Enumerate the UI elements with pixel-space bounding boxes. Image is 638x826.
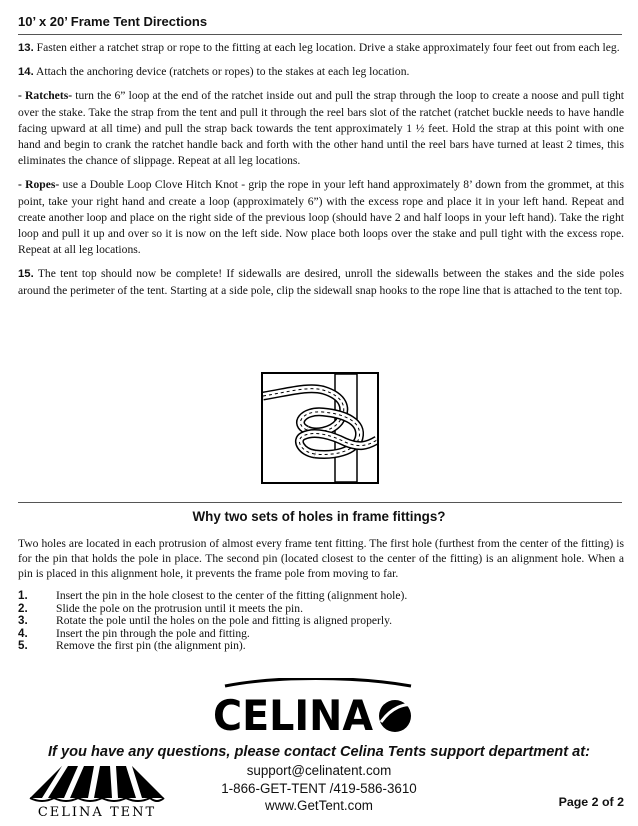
step-text: Insert the pin in the hole closest to the center of the fitting (alignment hole). xyxy=(56,589,408,602)
step-number: 2. xyxy=(18,601,28,615)
ratchets-label: - Ratchets- xyxy=(18,89,73,103)
step-13 xyxy=(18,40,624,56)
step-15-number: 15. xyxy=(18,268,34,281)
ropes-text: use a Double Loop Clove Hitch Knot - grip the rope in your left hand approximately 8’ down from the grommet, at this point, take your right hand and create a loop (approximately 6”) with the excess rope and place it in your left hand. Repeat and create another loop and place on the right side of the previous loop (should have 2 and half loops in your left hand). Take the right loop and pull it up and over so it is now on the left side. Now place both loops over the stake and pull tight with the excess rope. Repeat at all leg locations. xyxy=(18,178,624,257)
ratchets-text: turn the 6” loop at the end of the ratchet inside out and pull the strap through the loop to create a noose and pull tight over the stake. Take the strap from the tent and pull it through the reel bars slot of the ratchet (ratchet buckle needs to have handle facing upward at all time) and pull the strap back towards the tent approximately 1 ½ feet. Hold the strap at this point with one hand and begin to crank the ratchet handle back and forth with the other hand until the reel bars have turned at least 2 times, this eliminates the chance of slippage. Repeat at all leg locations. xyxy=(18,89,625,168)
step-14 xyxy=(18,64,624,80)
step-number: 4. xyxy=(18,626,28,640)
step-text: Remove the first pin (the alignment pin). xyxy=(56,639,246,653)
tent-logo-text: CELINA TENT xyxy=(37,805,157,820)
holes-steps-list xyxy=(18,590,618,653)
step-number: 5. xyxy=(18,639,28,653)
list-item xyxy=(18,615,618,628)
title-divider xyxy=(18,34,622,35)
ropes-paragraph xyxy=(18,177,624,258)
website-link[interactable]: www.GetTent.com xyxy=(265,798,373,813)
step-text: Slide the pole on the protrusion until it meets the pin. xyxy=(56,601,303,615)
support-phone: 1-866-GET-TENT /419-586-3610 xyxy=(221,780,417,796)
list-item xyxy=(18,640,618,653)
support-question: If you have any questions, please contact Celina Tents support department at: xyxy=(48,744,590,760)
list-item xyxy=(18,590,618,603)
step-number: 1. xyxy=(18,589,28,602)
step-14-text: Attach the anchoring device (ratchets or ropes) to the stakes at each leg location. xyxy=(33,65,410,79)
ropes-label: - Ropes- xyxy=(18,178,60,192)
step-13-text: Fasten either a ratchet strap or rope to the fitting at each leg location. Drive a stake approximately four feet out from each leg. xyxy=(33,41,620,54)
step-13-number: 13. xyxy=(18,42,34,54)
step-14-number: 14. xyxy=(18,66,34,79)
step-15 xyxy=(18,266,624,298)
section-divider xyxy=(18,502,622,503)
holes-intro: Two holes are located in each protrusion of almost every frame tent fitting. The first hole (furthest from the center of the fitting) is for the pin that holds the pole in place. The second pin (located closest to the center of the fitting) is an alignment hole. When a pin is placed in this alignment hole, it prevents the frame pole from moving to far. xyxy=(18,537,624,580)
contact-block xyxy=(0,762,638,815)
celina-logo xyxy=(205,678,425,738)
step-text: Insert the pin through the pole and fitting. xyxy=(56,626,250,640)
step-number: 3. xyxy=(18,614,28,628)
instructions-body xyxy=(18,40,624,307)
step-text: Rotate the pole until the holes on the pole and fitting is aligned properly. xyxy=(56,614,393,628)
svg-text:CELINA: CELINA xyxy=(213,691,374,738)
clove-hitch-knot-illustration xyxy=(261,372,379,484)
page-title: 10’ x 20’ Frame Tent Directions xyxy=(18,14,208,29)
step-15-text: The tent top should now be complete! If sidewalls are desired, unroll the sidewalls between the stakes and the side poles around the perimeter of the tent. Starting at a side pole, clip the sidewall snap hooks to the rope line that is attached to the tent top. xyxy=(18,267,624,297)
page-number: Page 2 of 2 xyxy=(558,795,624,809)
support-email[interactable]: support@celinatent.com xyxy=(246,763,392,778)
ratchets-paragraph xyxy=(18,88,624,169)
section-heading: Why two sets of holes in frame fittings? xyxy=(192,509,446,524)
